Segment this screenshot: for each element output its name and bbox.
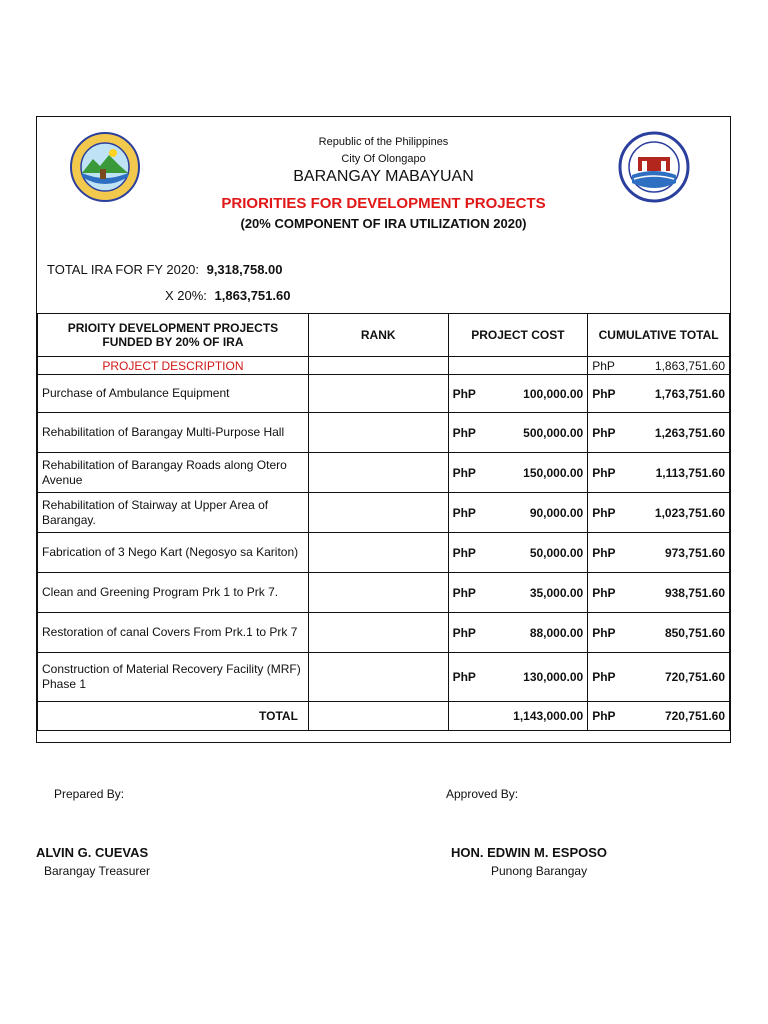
document-header: [37, 117, 730, 314]
ira-percent-value: 1,863,751.60: [214, 288, 291, 303]
project-cost: 130,000.00: [523, 670, 584, 684]
table-row: [38, 375, 730, 413]
project-cost: 88,000.00: [529, 625, 584, 640]
rank-cell: [308, 573, 448, 613]
rank-cell: [308, 533, 448, 573]
table-row: [38, 613, 730, 653]
project-desc: Purchase of Ambulance Equipment: [38, 375, 309, 413]
barangay-name: BARANGAY MABAYUAN: [293, 168, 474, 185]
table-row: [38, 413, 730, 453]
php-label: PhP: [592, 465, 616, 480]
php-label: PhP: [452, 505, 476, 520]
ira-percent-line: [165, 288, 290, 303]
project-cost: 90,000.00: [529, 505, 584, 520]
project-cost: 500,000.00: [523, 425, 584, 440]
document-sheet: [36, 116, 731, 743]
php-label: PhP: [592, 585, 616, 600]
ira-percent-label: X 20%:: [165, 288, 207, 303]
table-row: [38, 653, 730, 702]
php-label: PhP: [452, 465, 476, 480]
prepared-by-label: Prepared By:: [54, 787, 125, 801]
rank-cell: [308, 613, 448, 653]
table-row: [38, 453, 730, 493]
php-label: PhP: [592, 505, 616, 520]
cumulative-total: 973,751.60: [664, 545, 725, 560]
projects-table: [37, 313, 730, 731]
project-desc: Clean and Greening Program Prk 1 to Prk 7.: [38, 573, 309, 613]
php-label: PhP: [592, 709, 616, 723]
table-row: [38, 573, 730, 613]
rank-cell: [308, 413, 448, 453]
cumulative-total: 850,751.60: [664, 625, 725, 640]
cumulative-total: 1,763,751.60: [654, 386, 725, 401]
php-label: PhP: [592, 670, 616, 684]
php-label: PhP: [592, 425, 616, 440]
header-projects: PRIOITY DEVELOPMENT PROJECTS FUNDED BY 20% OF IRA: [38, 314, 309, 357]
header-project-cost: PROJECT COST: [448, 314, 588, 357]
php-label: PhP: [452, 545, 476, 560]
project-desc: Rehabilitation of Stairway at Upper Area of Barangay.: [38, 493, 309, 533]
approved-by-label: Approved By:: [446, 787, 519, 801]
project-desc: Fabrication of 3 Nego Kart (Negosyo sa Kariton): [38, 533, 309, 573]
project-description-label: PROJECT DESCRIPTION: [38, 357, 309, 375]
rank-cell: [308, 493, 448, 533]
table-row: [38, 533, 730, 573]
php-label: PhP: [592, 545, 616, 560]
approved-by-title: Punong Barangay: [491, 864, 588, 878]
php-label: PhP: [592, 358, 615, 373]
project-desc: Rehabilitation of Barangay Roads along Otero Avenue: [38, 453, 309, 493]
project-desc: Restoration of canal Covers From Prk.1 to Prk 7: [38, 613, 309, 653]
project-cost: 100,000.00: [523, 386, 584, 401]
php-label: PhP: [452, 670, 476, 684]
php-label: PhP: [452, 425, 476, 440]
project-cost: 50,000.00: [529, 545, 584, 560]
project-desc: Rehabilitation of Barangay Multi-Purpose Hall: [38, 413, 309, 453]
php-label: PhP: [452, 585, 476, 600]
cumulative-total: 1,113,751.60: [655, 465, 725, 480]
php-label: PhP: [592, 386, 616, 401]
header-rank: RANK: [308, 314, 448, 357]
header-cumulative-total: CUMULATIVE TOTAL: [588, 314, 730, 357]
project-description-row: [38, 357, 730, 375]
cumulative-total: 720,751.60: [664, 670, 725, 684]
project-cost: 35,000.00: [529, 585, 584, 600]
republic-text: Republic of the Philippines: [318, 136, 449, 148]
total-ira-line: [47, 262, 283, 277]
rank-cell: [308, 453, 448, 493]
total-cumulative: 720,751.60: [664, 709, 725, 723]
document-subtitle: (20% COMPONENT OF IRA UTILIZATION 2020): [240, 216, 527, 231]
table-row: [38, 493, 730, 533]
city-text: City Of Olongapo: [341, 153, 426, 165]
prepared-by-title: Barangay Treasurer: [44, 864, 151, 878]
document-title: PRIORITIES FOR DEVELOPMENT PROJECTS: [221, 195, 546, 212]
cumulative-total: 938,751.60: [664, 585, 725, 600]
cumulative-total: 1,023,751.60: [654, 505, 725, 520]
cumulative-total: 1,263,751.60: [654, 425, 725, 440]
starting-balance: 1,863,751.60: [654, 358, 725, 373]
rank-cell: [308, 375, 448, 413]
php-label: PhP: [592, 625, 616, 640]
total-row: [38, 702, 730, 731]
approved-by-name: HON. EDWIN M. ESPOSO: [451, 845, 608, 860]
prepared-by-name: ALVIN G. CUEVAS: [36, 845, 149, 860]
project-desc: Construction of Material Recovery Facility (MRF) Phase 1: [38, 653, 309, 702]
rank-cell: [308, 653, 448, 702]
total-label: TOTAL: [38, 702, 309, 731]
total-cost: 1,143,000.00: [513, 709, 584, 723]
total-ira-value: 9,318,758.00: [206, 262, 283, 277]
total-ira-label: TOTAL IRA FOR FY 2020:: [47, 262, 199, 277]
project-cost: 150,000.00: [523, 465, 584, 480]
php-label: PhP: [452, 386, 476, 401]
php-label: PhP: [452, 625, 476, 640]
